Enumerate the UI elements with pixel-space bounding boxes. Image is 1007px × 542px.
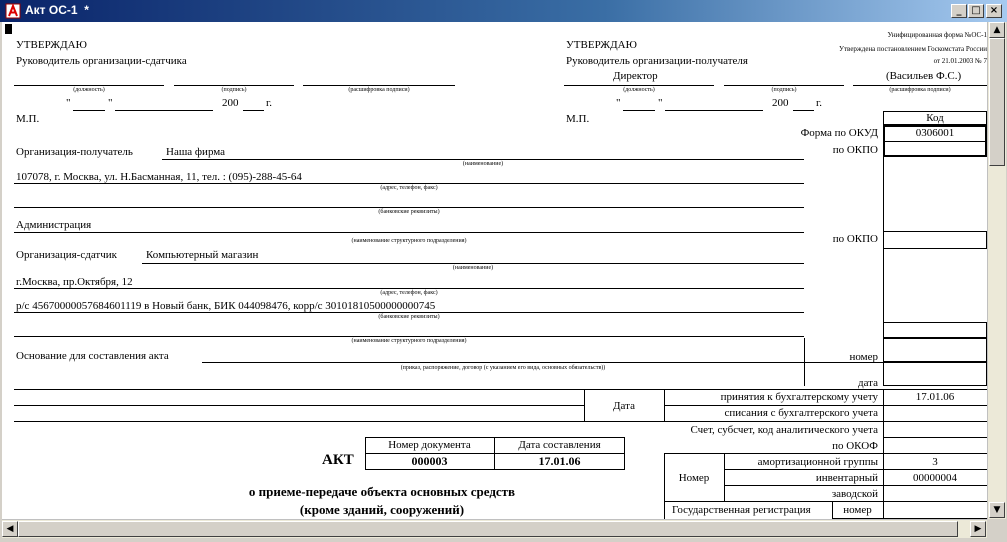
maximize-button[interactable]: □ bbox=[968, 4, 984, 18]
basis-label: Основание для составления акта bbox=[16, 350, 169, 362]
receiver-cap-bank: (банковские реквизиты) bbox=[378, 209, 440, 215]
receiver-label: Организация-получатель bbox=[16, 146, 133, 158]
receiver-cap-department: (наименование структурного подразделения) bbox=[351, 238, 467, 244]
app-icon bbox=[5, 3, 21, 19]
title-bar bbox=[0, 0, 1007, 22]
right-cap-signature: (подпись) bbox=[771, 87, 797, 93]
left-year: 200 bbox=[222, 97, 239, 109]
accept-value[interactable]: 17.01.06 bbox=[915, 391, 955, 403]
director-decoding[interactable]: (Васильев Ф.С.) bbox=[886, 70, 962, 82]
window-title: Акт ОС-1 * bbox=[25, 3, 89, 17]
right-cap-position: (должность) bbox=[623, 87, 655, 93]
inventory-label: инвентарный bbox=[815, 472, 878, 484]
sender-label: Организация-сдатчик bbox=[16, 249, 117, 261]
number-label: Номер bbox=[678, 472, 710, 484]
okof-label: по ОКОФ bbox=[832, 440, 878, 452]
sender-cap-department: (наименование структурного подразделения) bbox=[351, 338, 467, 344]
vertical-scrollbar[interactable] bbox=[987, 22, 1006, 519]
account-label: Счет, субсчет, код аналитического учета bbox=[690, 424, 878, 436]
okpo-label: по ОКПО bbox=[832, 144, 878, 156]
approve-left-title: УТВЕРЖДАЮ bbox=[16, 39, 87, 51]
act-heading-1: о приеме-передаче объекта основных средств bbox=[248, 484, 516, 499]
doc-number[interactable]: 000003 bbox=[411, 454, 448, 468]
left-quote-open: " bbox=[66, 97, 71, 109]
approve-right-subtitle: Руководитель организации-получателя bbox=[566, 55, 748, 67]
sender-cap-name: (наименование) bbox=[452, 265, 494, 271]
doc-date[interactable]: 17.01.06 bbox=[538, 454, 581, 468]
left-quote-close: " bbox=[108, 97, 113, 109]
approve-left-subtitle: Руководитель организации-сдатчика bbox=[16, 55, 187, 67]
text-cursor bbox=[5, 24, 12, 34]
basis-date-label: дата bbox=[857, 377, 878, 389]
date-label: Дата bbox=[613, 400, 635, 412]
inventory-value[interactable]: 00000004 bbox=[913, 472, 957, 484]
right-quote-open: " bbox=[616, 97, 621, 109]
okpo2-label: по ОКПО bbox=[832, 233, 878, 245]
document-sheet[interactable] bbox=[2, 22, 987, 519]
receiver-name[interactable]: Наша фирма bbox=[166, 146, 226, 158]
factory-label: заводской bbox=[831, 488, 878, 500]
act-word: АКТ bbox=[322, 452, 354, 468]
sender-bank[interactable]: р/с 45670000057684601119 в Новый банк, БИК 044098476, корр/с 30101810500000000745 bbox=[16, 300, 436, 312]
approved-date-label: от 21.01.2003 № 7 bbox=[933, 57, 987, 65]
gosreg-number-label: номер bbox=[843, 504, 872, 516]
left-year-suffix: г. bbox=[266, 97, 273, 109]
receiver-cap-address: (адрес, телефон, факс) bbox=[380, 185, 438, 191]
basis-number-label: номер bbox=[849, 351, 878, 363]
horizontal-scroll-thumb[interactable] bbox=[18, 521, 958, 537]
minimize-button[interactable]: _ bbox=[951, 4, 967, 18]
vertical-scroll-thumb[interactable] bbox=[989, 38, 1005, 166]
horizontal-scrollbar[interactable] bbox=[2, 519, 987, 538]
sender-name[interactable]: Компьютерный магазин bbox=[146, 249, 259, 261]
sender-address[interactable]: г.Москва, пр.Октября, 12 bbox=[16, 276, 133, 288]
unified-form-label: Унифицированная форма №ОС-1 bbox=[887, 31, 987, 39]
right-year-suffix: г. bbox=[816, 97, 823, 109]
approve-right-title: УТВЕРЖДАЮ bbox=[566, 39, 637, 51]
amort-label: амортизационной группы bbox=[757, 456, 878, 468]
approved-by-label: Утверждена постановлением Госкомстата России bbox=[839, 45, 987, 53]
doc-number-label: Номер документа bbox=[388, 439, 471, 451]
receiver-address[interactable]: 107078, г. Москва, ул. Н.Басманная, 11, тел. : (095)-288-45-64 bbox=[16, 171, 302, 183]
scroll-up-icon[interactable]: ▲ bbox=[989, 22, 1005, 38]
amort-value[interactable]: 3 bbox=[932, 456, 938, 468]
scroll-left-icon[interactable]: ◀ bbox=[2, 521, 18, 537]
close-button[interactable]: × bbox=[986, 4, 1002, 18]
scroll-down-icon[interactable]: ▼ bbox=[989, 502, 1005, 518]
accept-label: принятия к бухгалтерскому учету bbox=[720, 391, 878, 403]
writeoff-label: списания с бухгалтерского учета bbox=[724, 407, 878, 419]
okud-label: Форма по ОКУД bbox=[800, 127, 878, 139]
left-cap-decoding: (расшифровка подписи) bbox=[348, 87, 410, 93]
doc-date-label: Дата составления bbox=[518, 439, 601, 451]
right-quote-close: " bbox=[658, 97, 663, 109]
right-year: 200 bbox=[772, 97, 789, 109]
basis-cap: (приказ, распоряжение, договор (с указанием его вида, основных обязательств)) bbox=[400, 365, 606, 371]
right-mp: М.П. bbox=[566, 113, 590, 125]
left-cap-signature: (подпись) bbox=[221, 87, 247, 93]
scroll-right-icon[interactable]: ▶ bbox=[970, 521, 986, 537]
okud-value[interactable]: 0306001 bbox=[915, 127, 955, 139]
sender-cap-bank: (банковские реквизиты) bbox=[378, 314, 440, 320]
receiver-cap-name: (наименование) bbox=[462, 161, 504, 167]
right-cap-decoding: (расшифровка подписи) bbox=[889, 87, 951, 93]
sender-cap-address: (адрес, телефон, факс) bbox=[380, 290, 438, 296]
act-heading-2: (кроме зданий, сооружений) bbox=[299, 502, 465, 517]
code-header: Код bbox=[926, 112, 944, 124]
director-position[interactable]: Директор bbox=[613, 70, 658, 82]
left-mp: М.П. bbox=[16, 113, 40, 125]
left-cap-position: (должность) bbox=[73, 87, 105, 93]
gosreg-label: Государственная регистрация bbox=[672, 504, 811, 516]
receiver-department[interactable]: Администрация bbox=[16, 219, 92, 231]
